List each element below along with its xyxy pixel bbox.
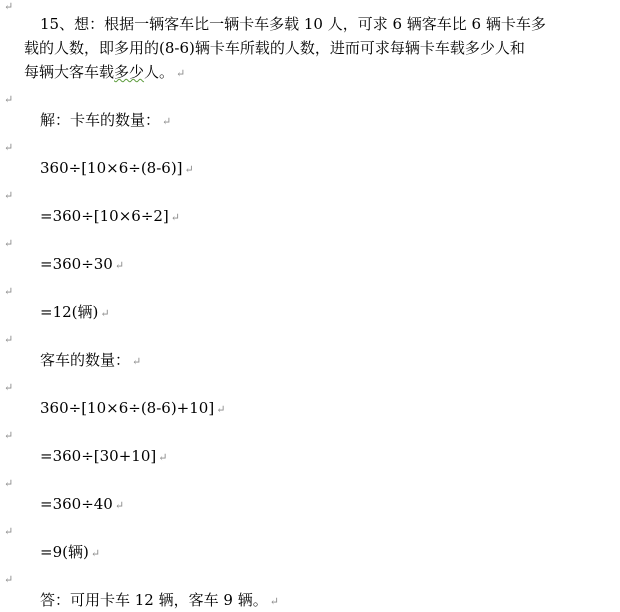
paragraph-mark: ↵ — [4, 237, 14, 250]
truck-step-3 — [40, 254, 124, 276]
intro-line-1 — [40, 14, 546, 34]
paragraph-mark: ↵ — [114, 259, 125, 272]
paragraph-mark: ↵ — [4, 93, 14, 106]
paragraph-mark: ↵ — [90, 547, 101, 560]
bus-step-2-text: =360÷[30+10] — [40, 447, 157, 465]
paragraph-mark: ↵ — [184, 163, 194, 176]
bus-step-4 — [40, 542, 100, 564]
paragraph-mark: ↵ — [4, 477, 14, 490]
intro-line-3 — [24, 62, 185, 84]
bus-heading — [40, 350, 141, 372]
paragraph-mark: ↵ — [176, 67, 186, 80]
bus-step-3-text: =360÷40 — [40, 495, 113, 513]
paragraph-mark: ↵ — [114, 499, 125, 512]
truck-step-2 — [40, 206, 180, 228]
paragraph-mark: ↵ — [4, 573, 14, 586]
paragraph-mark: ↵ — [4, 333, 14, 346]
paragraph-mark: ↵ — [4, 285, 14, 298]
bus-step-4-text: =9(辆) — [40, 543, 89, 561]
intro-line-2 — [24, 38, 525, 58]
paragraph-mark: ↵ — [162, 115, 172, 128]
paragraph-mark: ↵ — [4, 381, 14, 394]
paragraph-mark: ↵ — [4, 189, 14, 202]
truck-step-1-text: 360÷[10×6÷(8-6)] — [40, 159, 183, 177]
intro-text-3b: 多少 — [114, 63, 145, 81]
answer-text: 答：可用卡车 12 辆，客车 9 辆。 — [40, 591, 268, 609]
bus-step-3 — [40, 494, 124, 516]
bus-step-2 — [40, 446, 167, 468]
bus-heading-text: 客车的数量： — [40, 351, 131, 369]
paragraph-mark: ↵ — [4, 429, 14, 442]
truck-step-1 — [40, 158, 194, 180]
truck-step-2-text: =360÷[10×6÷2] — [40, 207, 169, 225]
paragraph-mark: ↵ — [216, 403, 226, 416]
truck-step-4-text: =12(辆) — [40, 303, 99, 321]
truck-heading — [40, 110, 171, 132]
truck-step-4 — [40, 302, 110, 324]
paragraph-mark: ↵ — [158, 451, 168, 464]
paragraph-mark: ↵ — [269, 595, 279, 608]
intro-text-1: 15、想：根据一辆客车比一辆卡车多载 10 人，可求 6 辆客车比 6 辆卡车多 — [40, 15, 546, 33]
truck-step-3-text: =360÷30 — [40, 255, 113, 273]
paragraph-mark: ↵ — [4, 141, 14, 154]
bus-step-1-text: 360÷[10×6÷(8-6)+10] — [40, 399, 215, 417]
bus-step-1 — [40, 398, 225, 420]
paragraph-mark: ↵ — [132, 355, 142, 368]
paragraph-mark: ↵ — [4, 0, 14, 13]
paragraph-mark: ↵ — [170, 211, 181, 224]
truck-heading-text: 解：卡车的数量： — [40, 111, 161, 129]
paragraph-mark: ↵ — [100, 307, 110, 320]
intro-text-3a: 每辆大客车载 — [24, 63, 115, 81]
answer-line — [40, 590, 279, 612]
intro-text-2: 载的人数，即多用的(8-6)辆卡车所载的人数，进而可求每辆卡车载多少人和 — [24, 39, 525, 57]
paragraph-mark: ↵ — [4, 525, 14, 538]
intro-text-3c: 人。 — [144, 63, 175, 81]
